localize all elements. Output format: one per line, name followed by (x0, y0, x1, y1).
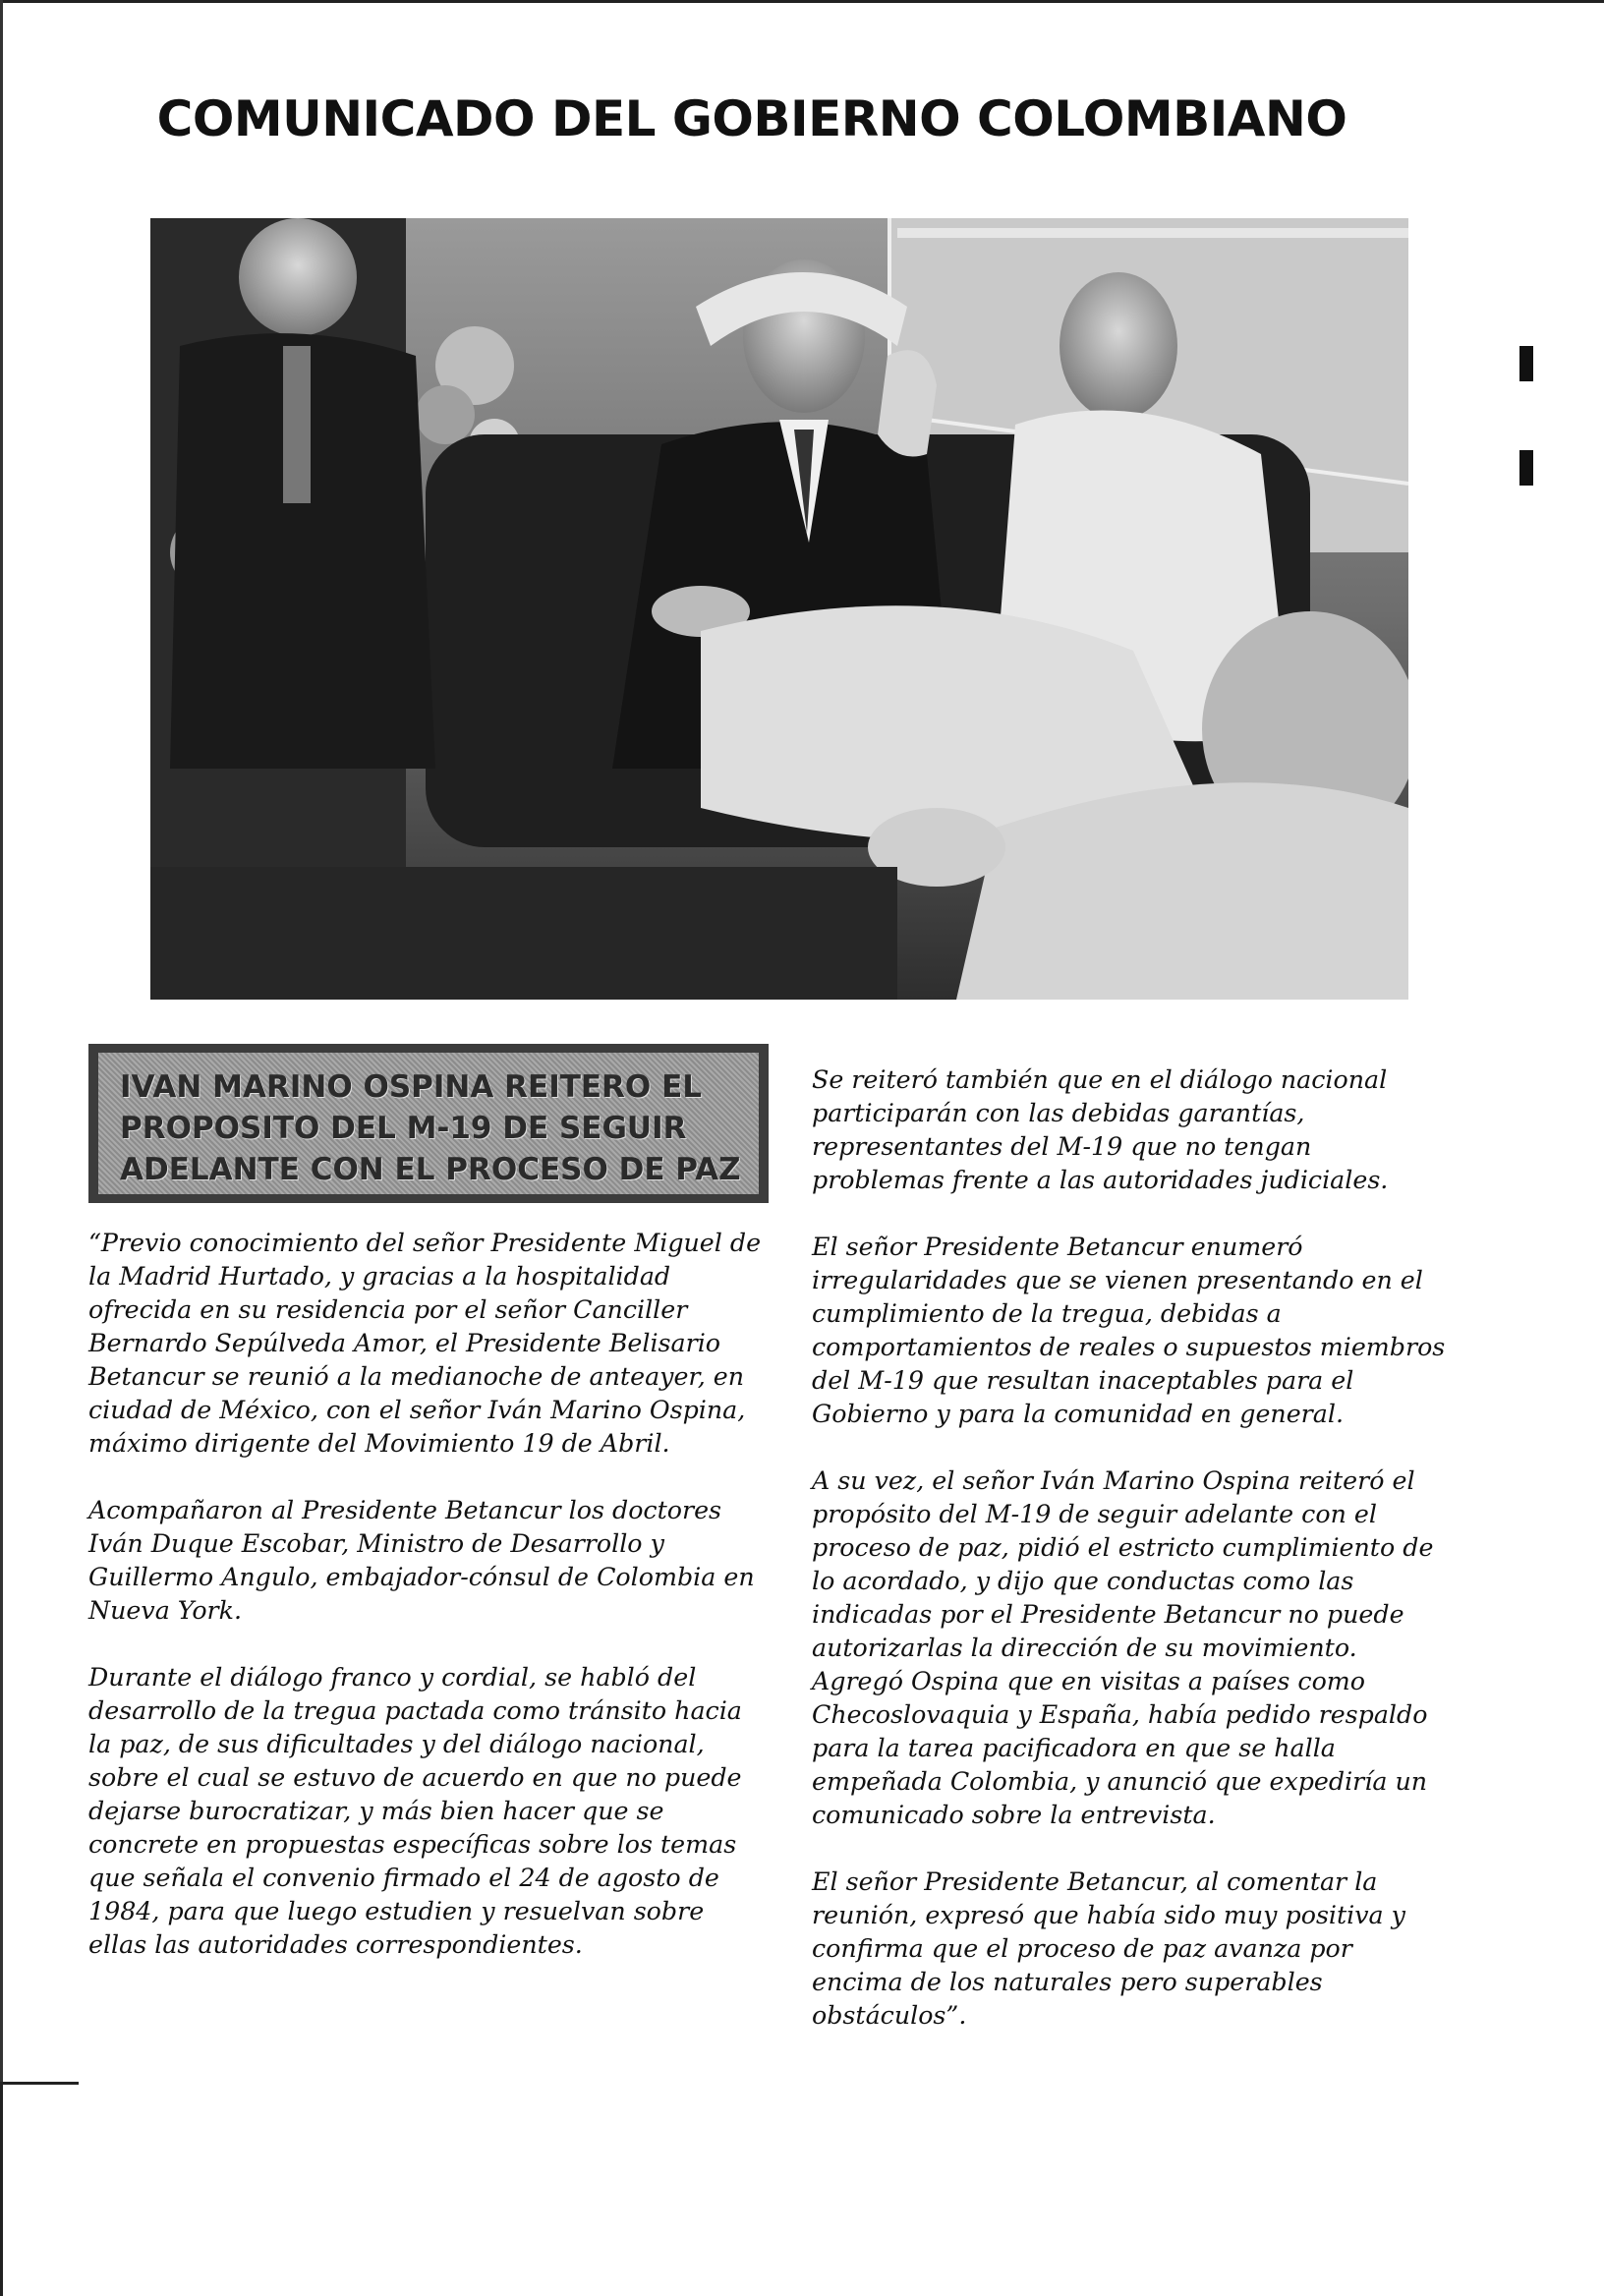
top-border (0, 0, 1604, 3)
column-left (88, 1227, 767, 1995)
meeting-photo (150, 218, 1408, 1000)
paragraph-6: A su vez, el señor Iván Marino Ospina reiteró el propósito del M-19 de seguir adelante con el proceso de paz, pidió el estricto cumplimiento de lo acordado, y dijo que conductas como las indicadas por el Presidente Betancur no puede autorizarlas la dirección de su movimiento. Agregó Ospina que en visitas a países como Checoslovaquia y España, había pedido respaldo para la tarea pacificadora en que se halla empeñada Colombia, y anunció que expediría un comunicado sobre la entrevista. (812, 1466, 1434, 1829)
margin-mark-1 (1519, 346, 1533, 381)
paragraph-2: Acompañaron al Presidente Betancur los doctores Iván Duque Escobar, Ministro de Desarrollo y Guillermo Angulo, embajador-cónsul de Colombia en Nueva York. (88, 1496, 755, 1625)
paragraph-7: El señor Presidente Betancur, al comentar la reunión, expresó que había sido muy positiva y confirma que el proceso de paz avanza por encima de los naturales pero superables obstáculos”. (812, 1867, 1405, 2030)
photo-image (150, 218, 1408, 1000)
headline-shade (98, 1053, 759, 1194)
paragraph-4: Se reiteró también que en el diálogo nacional participarán con las debidas garantías, representantes del M-19 que no tengan problemas frente a las autoridades judiciales. (812, 1065, 1389, 1194)
margin-mark-2 (1519, 450, 1533, 486)
headline: IVAN MARINO OSPINA REITERO EL PROPOSITO DEL M-19 DE SEGUIR ADELANTE CON EL PROCESO DE PAZ (120, 1069, 741, 1187)
paragraph-1: “Previo conocimiento del señor Presidente Miguel de la Madrid Hurtado, y gracias a la hospitalidad ofrecida en su residencia por el señor Canciller Bernardo Sepúlveda Amor, el Presidente Belisario Betancur se reunió a la medianoche de anteayer, en ciudad de México, con el señor Iván Marino Ospina, máximo dirigente del Movimiento 19 de Abril. (88, 1229, 762, 1458)
bottom-rule (0, 2082, 79, 2085)
column-right (812, 1063, 1449, 2066)
paragraph-5: El señor Presidente Betancur enumeró irregularidades que se vienen presentando en el cumplimiento de la tregua, debidas a comportamientos de reales o supuestos miembros del M-19 que resultan inaceptables para el Gobierno y para la comunidad en general. (812, 1233, 1446, 1428)
paragraph-3: Durante el diálogo franco y cordial, se habló del desarrollo de la tregua pactada como tránsito hacia la paz, de sus dificultades y del diálogo nacional, sobre el cual se estuvo de acuerdo en que no puede dejarse burocratizar, y más bien hacer que se concrete en propuestas específicas sobre los temas que señala el convenio firmado el 24 de agosto de 1984, para que luego estudien y resuelvan sobre ellas las autoridades correspondientes. (88, 1663, 742, 1959)
headline-box (88, 1044, 769, 1203)
left-border (0, 0, 3, 2296)
bottom-left-rule (0, 2082, 3, 2296)
page-title: COMUNICADO DEL GOBIERNO COLOMBIANO (156, 90, 1347, 147)
